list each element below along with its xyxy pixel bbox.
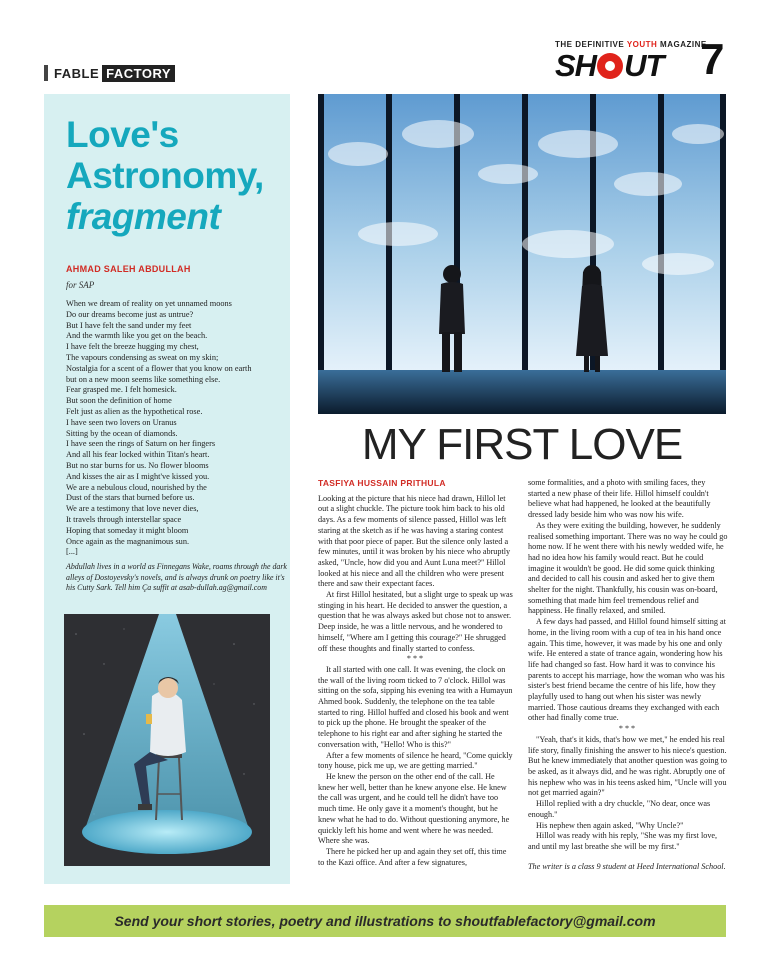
story-paragraph: At first Hillol hesitated, but a slight urge to speak up was stinging in his heart. He decided to answer the question, a question that he was always asked but chose not to answer. Deep inside, he was a little nervous, and he wondered to himself, "Where am I getting this courage?" He shrugged off these thoughts and finally started to confess. (318, 590, 513, 653)
story-paragraph: Hillol replied with a dry chuckle, "No dear, once was enough." (528, 799, 711, 819)
poem-line: Do our dreams become just as untrue? (66, 309, 194, 319)
poem-line: We are a testimony that love never dies, (66, 504, 199, 514)
poem-body (66, 299, 288, 558)
spotlight-illustration (64, 614, 270, 866)
poem-line: And the warmth like you get on the beach. (66, 331, 208, 341)
poem-line: Fear grasped me. I felt homesick. (66, 385, 177, 395)
poem-line: But I have felt the sand under my feet (66, 320, 192, 330)
story-paragraph: There he picked her up and again they set off, this time to the Kazi office. And after a few signatures, (318, 846, 507, 867)
poem-line: But soon the definition of home (66, 396, 172, 406)
banner-text: Send your short stories, poetry and illustrations to shoutfablefactory@gmail.com (114, 913, 656, 929)
shout-logo: SH UT (555, 48, 664, 83)
submission-banner (44, 905, 726, 937)
section-word-fable: FABLE (54, 65, 100, 81)
poem-line: I have seen two lovers on Uranus (66, 417, 177, 427)
poem-line: but on a new moon seems like something else. (66, 374, 221, 384)
lovers-illustration (318, 94, 726, 414)
poem-author: AHMAD SALEH ABDULLAH (66, 264, 191, 274)
poem-line: And all his fear locked within Titan's heart. (66, 450, 210, 460)
story-paragraph: He knew the person on the other end of the call. He knew her well, better than he knew anyone else. He knew the call was urgent, and he could tell he didn't have too much time. He only gave it a moment's thought, but he knew what he had to do. Without questioning anymore, he quickly left his home and went where he was needed. Where she was. (318, 771, 510, 846)
poem-line: I have seen the rings of Saturn on her fingers (66, 439, 216, 449)
story-paragraph: It all started with one call. It was evening, the clock on the wall of the living room ticked to 7 o'clock. Hillol was sitting on the sofa, sipping his evening tea with a Humayun Ahmed book. Suddenly, the telephone on the tea table started to ring. Hillol huffed and closed his book and went to pick up the phone. He brought the speaker of the telephone to his right ear and after sighing he started the conversation with, "Hello! Who is this?" (318, 664, 513, 749)
poem-title: Love's Astronomy, fragment (66, 114, 264, 237)
poem-line: And kisses the air as I might've kissed you. (66, 471, 210, 481)
logo-target-icon (597, 53, 623, 79)
poem-line: Once again as the magnanimous sun. (66, 536, 190, 546)
masthead (555, 40, 707, 84)
story-column-2 (528, 478, 728, 872)
poem-line: Sitting by the ocean of diamonds. (66, 428, 178, 438)
poem-line: Hoping that someday it might bloom (66, 525, 189, 535)
section-marker (44, 65, 48, 81)
poem-line: It travels through interstellar space (66, 514, 182, 524)
masthead-tagline: THE DEFINITIVE YOUTH MAGAZINE (555, 40, 707, 49)
poem-line: But no star burns for us. No flower blooms (66, 460, 209, 470)
writer-note: The writer is a class 9 student at Heed International School. (528, 861, 726, 871)
section-separator: *** (618, 724, 638, 734)
story-paragraph: some formalities, and a photo with smiling faces, they started a new phase of their life. Hillol himself couldn't believe what had happened, he looked at the beautifully dressed lady beside him who was now his wife. (528, 478, 711, 520)
poem-line: We are a nebulous cloud, nourished by the (66, 482, 207, 492)
story-paragraph: Looking at the picture that his niece had drawn, Hillol let out a slight chuckle. The picture took him back to his old days. As a few moments of silence passed, Hillol was left staring at the sketch as if he was having a staring contest with that poor piece of paper. But the silence only lasted a few minutes, until it was broken by his niece who abruptly asked, "Uncle, how did you and Aunt Luna meet?" Hillol looked at his niece and all the children who were present there and saw their expectant faces. (318, 493, 511, 589)
poem-line: Nostalgia for a scent of a flower that you know on earth (66, 363, 252, 373)
story-paragraph: A few days had passed, and Hillol found himself sitting at home, in the living room with a cup of tea in his hand once again. This time, however, it was made by his one and only wife. He entered a state of trance again, wondering how his life had changed so fast. How hard it was to convince his parents to accept his marriage, how the woman who was his sister's best friend became the centre of his life, how they playfully used to hang out when his sister was newly married. Those cautious dreams they exchanged with each other had finally come true. (528, 617, 726, 723)
story-column-1 (318, 478, 514, 868)
story-paragraph: His nephew then again asked, "Why Uncle?" (536, 820, 684, 830)
story-paragraph: Hillol was ready with his reply, "She was my first love, and until my last breathe she will be my first." (528, 831, 718, 851)
poem-dedication: for SAP (66, 280, 95, 290)
poem-line: Felt just as alien as the hypothetical rose. (66, 406, 203, 416)
story-byline: TASFIYA HUSSAIN PRITHULA (318, 478, 446, 488)
section-separator: *** (406, 654, 426, 664)
page-number: 7 (700, 35, 725, 84)
story-paragraph: After a few moments of silence he heard, "Come quickly tony house, pick me up, we are getting married." (318, 750, 513, 771)
poem-line: I have felt the breeze hugging my chest, (66, 342, 199, 352)
poem-line: Dust of the stars that burned before us. (66, 493, 195, 503)
story-paragraph: "Yeah, that's it kids, that's how we met," he ended his real life story, finally finishing the answer to his niece's question. But he knew immediately that another question was going to be asked, as it always did, and he was right. Abruptly one of his nephew who was in his teens asked him, "Uncle will you not get married again?" (528, 734, 727, 798)
story-paragraph: As they were exiting the building, however, he suddenly realised something important. There was no way he could go home now. If he went there with his newly wedded wife, he had no idea how his family would react. But he could imagine it wouldn't be good. He did some quick thinking and decided to call his cousin and asked her to give them shelter for the night. Thankfully, his cousin was on-board, something that made him feel tremendous relief and happiness. He finally relaxed, and smiled. (528, 520, 728, 616)
section-word-factory: FACTORY (102, 65, 175, 82)
poem-author-bio: Abdullah lives in a world as Finnegans Wake, roams through the dark alleys of Dostoyevsky's novels, and is always drunk on poetry like it's his Cutty Sark. Tell him Ça suffit at asab-dullah.ag@gmail.com (66, 562, 287, 592)
poem-line: The vapours condensing as sweat on my skin; (66, 352, 219, 362)
story-title: MY FIRST LOVE (361, 420, 683, 469)
poem-line: [...] (66, 547, 78, 557)
section-label (44, 64, 175, 82)
poem-line: When we dream of reality on yet unnamed moons (66, 299, 232, 308)
